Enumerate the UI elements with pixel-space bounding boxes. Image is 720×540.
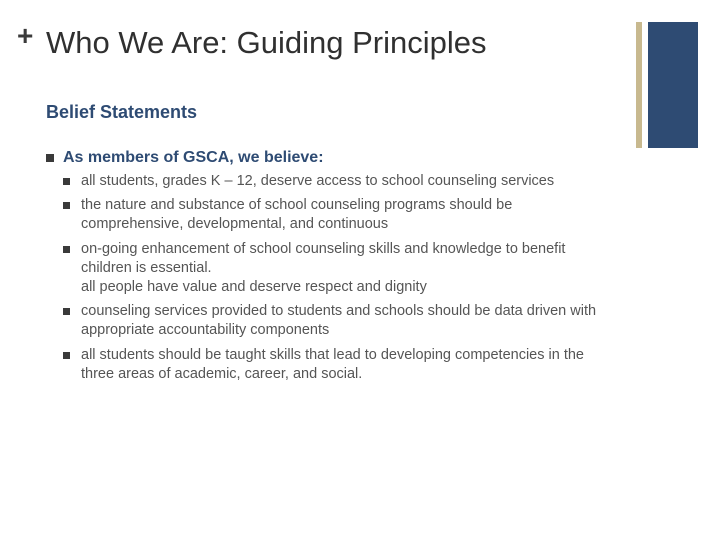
level1-bullet <box>46 148 646 168</box>
list-item <box>63 172 663 191</box>
accent-block-navy <box>648 22 698 148</box>
list-item-line: the nature and substance of school counseling programs should be <box>81 197 513 214</box>
list-item-line: on-going enhancement of school counseling skills and knowledge to benefit <box>81 240 566 257</box>
list-item <box>63 346 663 384</box>
list-item-line: children is essential. <box>81 259 212 276</box>
list-item-line: three areas of academic, career, and social. <box>81 365 363 382</box>
list-item-line: counseling services provided to students and schools should be data driven with <box>81 303 597 320</box>
square-bullet-icon <box>63 246 70 253</box>
list-item-line: appropriate accountability components <box>81 322 330 339</box>
section-subtitle: Belief Statements <box>46 102 198 122</box>
level1-text: As members of GSCA, we believe: <box>63 149 324 166</box>
square-bullet-icon <box>63 308 70 315</box>
list-item-line: all people have value and deserve respect and dignity <box>81 279 427 296</box>
slide-title: Who We Are: Guiding Principles <box>46 25 487 60</box>
square-bullet-icon <box>46 154 54 162</box>
accent-bar-tan <box>636 22 642 148</box>
plus-mark-icon: + <box>17 20 34 51</box>
list-item <box>63 302 663 340</box>
list-item <box>63 240 663 298</box>
square-bullet-icon <box>63 202 70 209</box>
list-item-line: all students, grades K – 12, deserve access to school counseling services <box>81 173 555 189</box>
belief-list <box>63 172 663 389</box>
list-item <box>63 196 663 234</box>
list-item-line: all students should be taught skills that lead to developing competencies in the <box>81 346 584 363</box>
list-item-line: comprehensive, developmental, and continuous <box>81 216 389 233</box>
square-bullet-icon <box>63 178 70 185</box>
square-bullet-icon <box>63 352 70 359</box>
